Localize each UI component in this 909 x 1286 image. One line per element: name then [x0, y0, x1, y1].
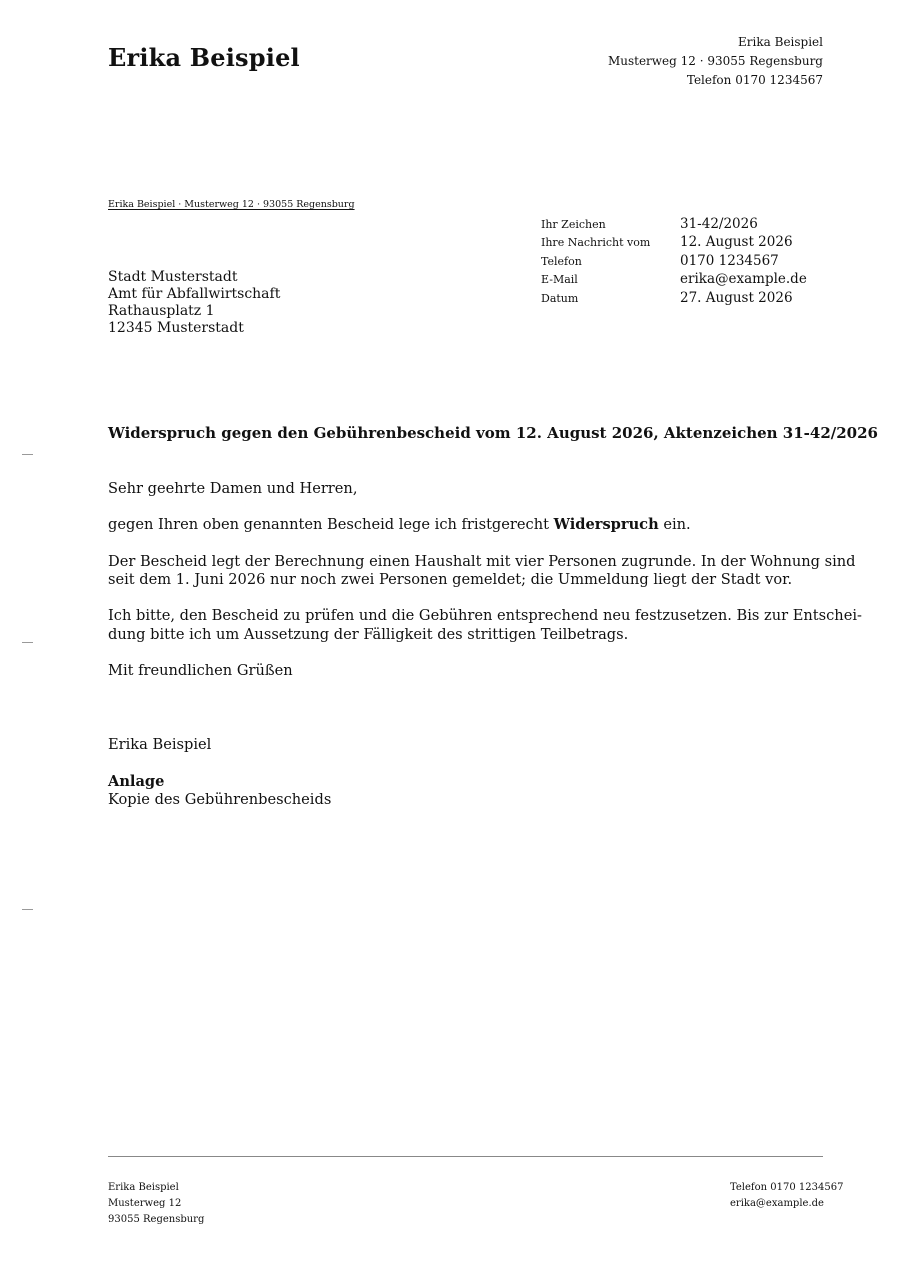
body-paragraph — [108, 552, 856, 589]
recipient-line: Rathausplatz 1 — [108, 303, 215, 319]
footer-contact — [730, 1180, 843, 1212]
info-label: Ihr Zeichen — [541, 218, 606, 231]
sender-name-heading: Erika Beispiel — [108, 43, 300, 72]
info-label: Telefon — [541, 254, 582, 268]
letter-subject: Widerspruch gegen den Gebührenbescheid vom 12. August 2026, Aktenzeichen 31-42/2026 — [108, 424, 878, 442]
info-label: Ihre Nachricht vom — [541, 236, 651, 250]
sender-contact-block — [608, 33, 823, 90]
sender-contact-address: Musterweg 12 · 93055 Regensburg — [607, 54, 823, 68]
reference-info-table — [541, 216, 807, 308]
body-text: gegen Ihren oben genannten Bescheid lege ich fristgerecht — [108, 516, 549, 534]
salutation: Sehr geehrte Damen und Herren, — [108, 480, 358, 497]
info-value: 31-42/2026 — [680, 216, 758, 232]
footer-divider — [108, 1156, 823, 1157]
info-value: 12. August 2026 — [680, 234, 793, 251]
closing: Mit freundlichen Grüßen — [108, 661, 293, 679]
punch-mark — [22, 642, 33, 643]
body-line: seit dem 1. Juni 2026 nur noch zwei Personen gemeldet; die Ummeldung liegt der Stadt vor. — [108, 570, 793, 588]
info-row — [541, 216, 807, 234]
signature-name: Erika Beispiel — [108, 736, 212, 754]
body-text: ein. — [663, 516, 691, 534]
footer-address — [108, 1180, 204, 1228]
recipient-line: 12345 Musterstadt — [108, 320, 244, 336]
sender-contact-phone: Telefon 0170 1234567 — [686, 73, 823, 87]
attachment-heading: Anlage — [108, 772, 165, 790]
recipient-address — [108, 269, 280, 337]
info-row — [541, 290, 807, 308]
footer-email: erika@example.de — [730, 1198, 824, 1209]
sender-contact-name: Erika Beispiel — [738, 35, 823, 49]
body-paragraph — [108, 607, 862, 643]
emphasis-text: Widerspruch — [553, 516, 659, 534]
footer-phone: Telefon 0170 1234567 — [730, 1182, 844, 1193]
return-address-line: Erika Beispiel · Musterweg 12 · 93055 Regensburg — [108, 199, 355, 210]
footer-name: Erika Beispiel — [108, 1182, 179, 1193]
fold-mark — [22, 909, 33, 910]
footer-street: Musterweg 12 — [108, 1198, 182, 1209]
recipient-line: Stadt Musterstadt — [108, 269, 238, 285]
info-row — [541, 271, 807, 289]
info-value: erika@example.de — [680, 271, 807, 288]
info-value: 27. August 2026 — [680, 289, 793, 306]
info-row — [541, 234, 807, 252]
body-line: Der Bescheid legt der Berechnung einen Haushalt mit vier Personen zugrunde. In der Wohnung sind — [108, 552, 856, 570]
body-line: Ich bitte, den Bescheid zu prüfen und die Gebühren entsprechend neu festzusetzen. Bis zur Entschei- — [108, 607, 862, 625]
letter-body — [108, 480, 862, 809]
info-row — [541, 253, 807, 271]
body-line: dung bitte ich um Aussetzung der Fälligkeit des strittigen Teilbetrags. — [108, 625, 629, 643]
info-label: Datum — [541, 291, 579, 305]
footer-city: 93055 Regensburg — [108, 1214, 205, 1225]
info-value: 0170 1234567 — [680, 252, 779, 269]
body-paragraph — [108, 516, 808, 534]
fold-mark — [22, 454, 33, 455]
recipient-line: Amt für Abfallwirtschaft — [108, 286, 281, 302]
attachment-item: Kopie des Gebührenbescheids — [108, 790, 332, 808]
info-label: E-Mail — [541, 273, 578, 287]
